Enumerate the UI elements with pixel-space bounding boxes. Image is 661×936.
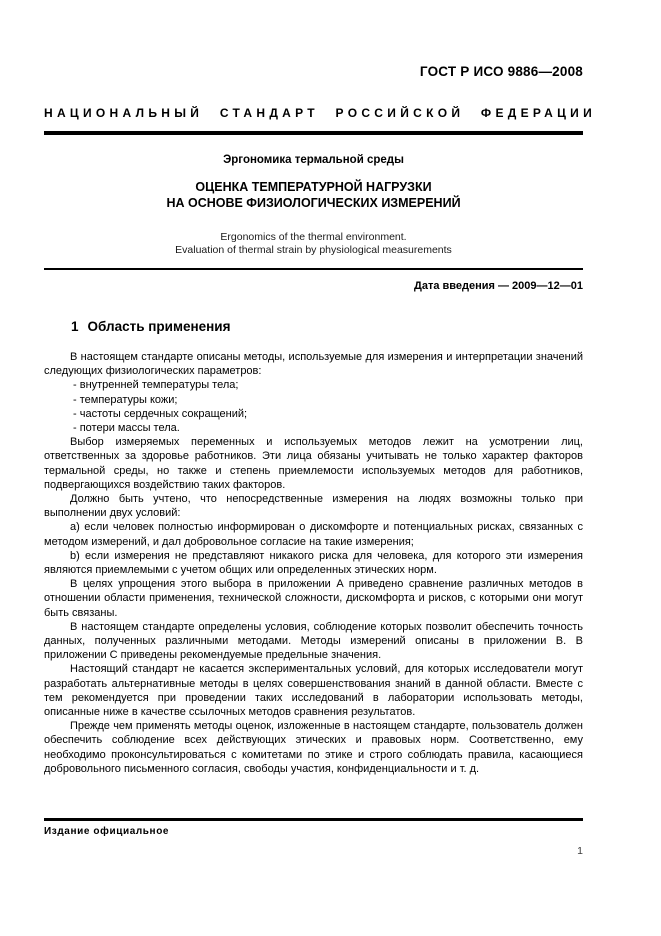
- title-en-line2: Evaluation of thermal strain by physiological measurements: [175, 244, 452, 256]
- list-item: - потери массы тела.: [73, 422, 180, 435]
- footer-rule: [44, 818, 583, 821]
- paragraph: a) если человек полностью информирован о дискомфорте и потенциальных рисках, связанных с методом измерений, и дал добровольное согласие на такие измерения;: [44, 521, 583, 548]
- header-thick-rule: [44, 131, 583, 135]
- doc-code: ГОСТ Р ИСО 9886—2008: [419, 64, 583, 79]
- paragraph: В настоящем стандарте описаны методы, используемые для измерения и интерпретации значений следующих физиологических параметров:: [44, 351, 583, 378]
- title-main-ru-line1: ОЦЕНКА ТЕМПЕРАТУРНОЙ НАГРУЗКИ: [195, 180, 432, 194]
- effective-date: Дата введения — 2009—12—01: [414, 280, 583, 292]
- section1-heading-number: 1: [71, 319, 79, 334]
- paragraph: b) если измерения не представляют никакого риска для человека, для которого эти измерения являются приемлемыми с учетом общих или определенных этических норм.: [44, 549, 583, 577]
- list-item: - внутренней температуры тела;: [73, 379, 239, 392]
- section1-heading-text: Область применения: [87, 319, 231, 334]
- official-edition-label: Издание официальное: [44, 826, 170, 837]
- list-item: - температуры кожи;: [73, 393, 178, 406]
- paragraph: В целях упрощения этого выбора в приложении A приведено сравнение различных методов в отношении области применения, технической сложности, дискомфорта и рисков, с которыми они могут быть связаны.: [44, 578, 583, 619]
- page-number: 1: [577, 845, 583, 857]
- standard-type-header: НАЦИОНАЛЬНЫЙ СТАНДАРТ РОССИЙСКОЙ ФЕДЕРАЦИИ: [44, 106, 597, 120]
- paragraph: Настоящий стандарт не касается экспериментальных условий, для которых исследователи могут разработать альтернативные методы в целях совершенствования знаний в данной области. Вместе с тем рекомендуется при проведении таких исследований в лаборатории использовать методы, описанные ниже в качестве ссылочных методов сравнения результатов.: [44, 663, 583, 719]
- title-subject-ru: Эргономика термальной среды: [223, 154, 404, 166]
- title-main-ru-line2: НА ОСНОВЕ ФИЗИОЛОГИЧЕСКИХ ИЗМЕРЕНИЙ: [166, 195, 461, 210]
- title-main-ru: [44, 180, 583, 211]
- paragraph: Прежде чем применять методы оценок, изложенные в настоящем стандарте, пользователь должен обеспечить соблюдение всех действующих этических и правовых норм. Соответственно, ему необходимо проконсультироваться с комитетами по этике и строго соблюдать правила, касающиеся добровольного письменного согласия, свободы участия, конфиденциальности и т. д.: [44, 720, 583, 775]
- title-en-line1: Ergonomics of the thermal environment.: [220, 231, 407, 243]
- title-en: [44, 231, 583, 257]
- title-thin-rule: [44, 268, 583, 270]
- list-item: - частоты сердечных сокращений;: [73, 407, 248, 420]
- paragraph: Должно быть учтено, что непосредственные измерения на людях возможны только при выполнении двух условий:: [44, 493, 583, 520]
- paragraph: В настоящем стандарте определены условия, соблюдение которых позволит обеспечить точность данных, полученных различными методами. Методы измерений описаны в приложении B. В приложении C приведены рекомендуемые предельные значения.: [44, 620, 583, 662]
- paragraph: Выбор измеряемых переменных и используемых методов лежит на усмотрении лиц, ответственных за здоровье работников. Эти лица обязаны учитывать не только характер факторов термальной среды, но также и степень приемлемости используемых методов для работников, подвергающихся воздействию таких факторов.: [44, 436, 583, 491]
- section1-body: [44, 350, 583, 776]
- section1-heading: [44, 319, 583, 334]
